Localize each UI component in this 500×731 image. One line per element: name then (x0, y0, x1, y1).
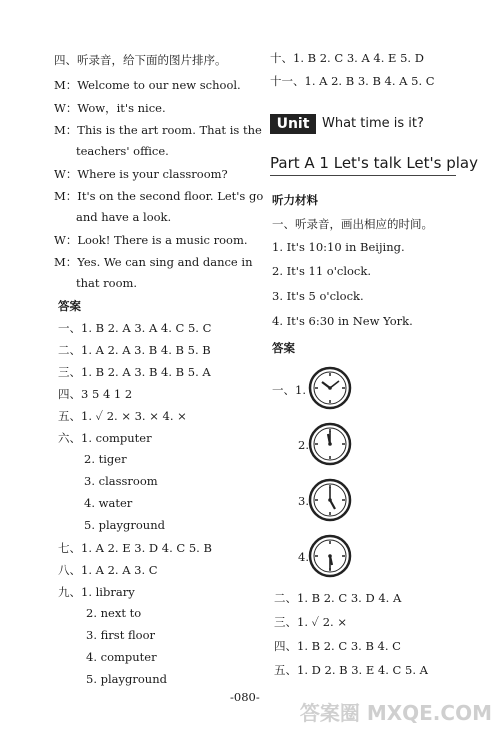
clock-label: 一、1. (272, 383, 306, 397)
answer-line: 十一、1. A 2. B 3. B 4. A 5. C (270, 74, 435, 88)
answer-line: 3. classroom (84, 474, 158, 488)
answer-line: 二、1. A 2. A 3. B 4. B 5. B (58, 343, 211, 357)
dialogue-line: M：This is the art room. That is the (54, 123, 262, 137)
clock-icon (308, 422, 352, 466)
answer-line: 二、1. B 2. C 3. D 4. A (274, 591, 402, 605)
answer-line: 一、1. B 2. A 3. A 4. C 5. C (58, 321, 212, 335)
answer-line: 十、1. B 2. C 3. A 4. E 5. D (270, 51, 424, 65)
answer-line: 2. tiger (84, 452, 127, 466)
dialogue-line: teachers' office. (76, 144, 169, 158)
question-instruction: 一、听录音，画出相应的时间。 (272, 217, 433, 231)
answers-heading: 答案 (58, 299, 81, 313)
unit-title: What time is it? (322, 116, 424, 131)
question-line: 4. It's 6:30 in New York. (272, 314, 413, 328)
answers-heading: 答案 (272, 341, 295, 355)
watermark: 答案圈 MXQE.COM (299, 701, 492, 725)
answer-line: 六、1. computer (58, 431, 152, 445)
answer-line: 八、1. A 2. A 3. C (58, 563, 158, 577)
unit-label: Unit 2 (270, 114, 316, 134)
dialogue-line: M：Welcome to our new school. (54, 78, 241, 92)
answer-line: 七、1. A 2. E 3. D 4. C 5. B (58, 541, 212, 555)
part-a-heading: Part A 1 Let's talk Let's play (270, 154, 478, 172)
listening-instruction: 四、听录音，给下面的图片排序。 (54, 53, 227, 67)
page-number: -080- (230, 690, 260, 704)
answer-line: 三、1. B 2. A 3. B 4. B 5. A (58, 365, 211, 379)
dialogue-line: M：It's on the second floor. Let's go (54, 189, 264, 203)
answer-line: 九、1. library (58, 585, 135, 599)
clock-label: 3. (298, 494, 309, 508)
answer-line: 五、1. D 2. B 3. E 4. C 5. A (274, 663, 428, 677)
question-line: 3. It's 5 o'clock. (272, 289, 364, 303)
dialogue-line: W：Where is your classroom? (54, 167, 228, 181)
dialogue-line: W：Look! There is a music room. (54, 233, 248, 247)
clock-label: 2. (298, 438, 309, 452)
answer-line: 3. first floor (86, 628, 155, 642)
clock-label: 4. (298, 550, 309, 564)
answer-line: 5. playground (86, 672, 167, 686)
answer-line: 5. playground (84, 518, 165, 532)
answer-line: 4. water (84, 496, 133, 510)
dialogue-line: that room. (76, 276, 138, 290)
answer-line: 四、1. B 2. C 3. B 4. C (274, 639, 401, 653)
clock-icon (308, 478, 352, 522)
answer-line: 五、1. ✓ 2. × 3. × 4. × (58, 409, 187, 423)
answer-line: 2. next to (86, 606, 142, 620)
listening-material-heading: 听力材料 (272, 193, 318, 207)
clock-icon (308, 366, 352, 410)
question-line: 2. It's 11 o'clock. (272, 264, 371, 278)
dialogue-line: M：Yes. We can sing and dance in (54, 255, 253, 269)
answer-line: 三、1. ✓ 2. × (274, 615, 347, 629)
answer-line: 4. computer (86, 650, 157, 664)
answer-line: 四、3 5 4 1 2 (58, 387, 133, 401)
clock-icon (308, 534, 352, 578)
dialogue-line: W：Wow，it's nice. (54, 101, 166, 115)
heading-underline (270, 175, 456, 176)
question-line: 1. It's 10:10 in Beijing. (272, 240, 405, 254)
dialogue-line: and have a look. (76, 210, 172, 224)
